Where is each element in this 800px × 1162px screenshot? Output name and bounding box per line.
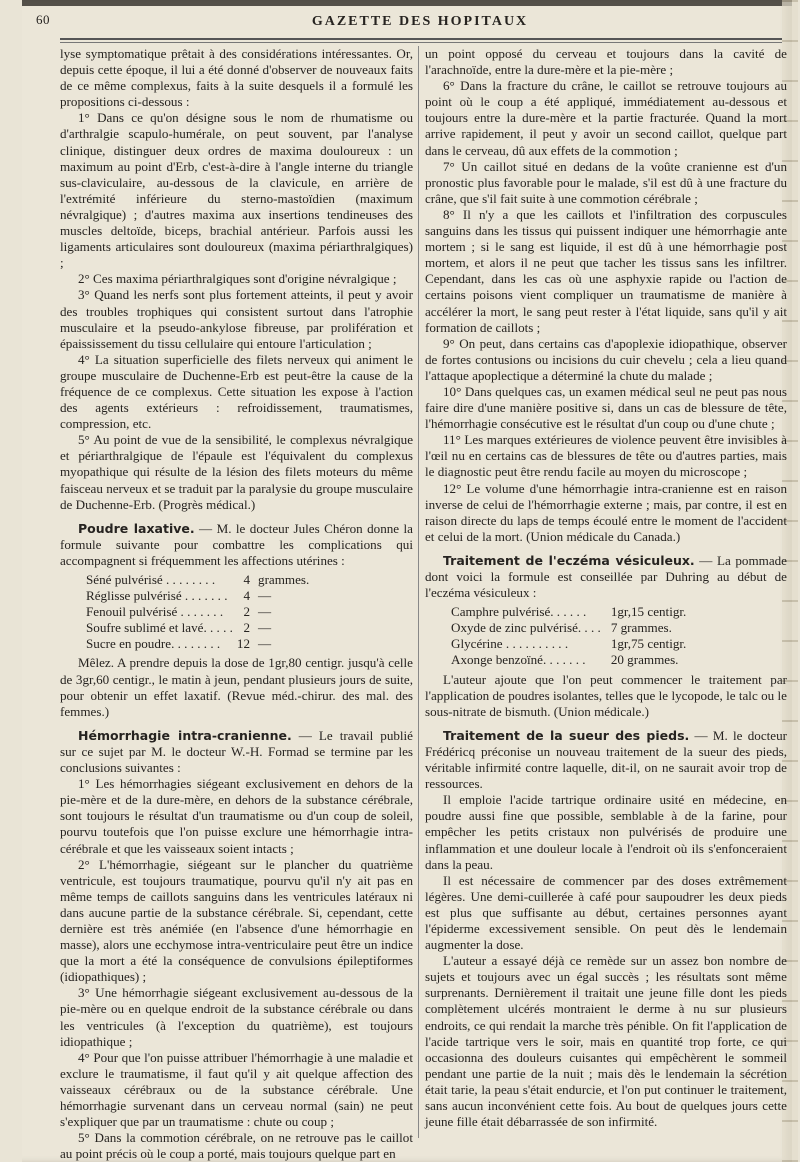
- paragraph: 10° Dans quelques cas, un examen médical seul ne peut pas nous faire dire d'une manière positive si, dans un cas de blessure de tête, l'hémorrhagie consécutive est le résultat d'un coup ou d'une chute ;: [425, 383, 787, 432]
- article-lead: — M. le docteur Jules Chéron donne la formule suivante pour combattre les complications qui accompagnent si fréquemment les affections utérines :: [60, 520, 413, 568]
- article-heading: Hémorrhagie intra-cranienne.: [78, 727, 292, 743]
- recipe-row: [86, 620, 313, 636]
- recipe-row: [451, 620, 690, 636]
- paragraph: 3° Une hémorrhagie siégeant exclusivement au-dessous de la pie-mère ou en quelque endroit de la substance cérébrale ou dans les ventricules (à l'exception du quatrième), est toujours idiopathique ;: [60, 985, 413, 1049]
- paragraph: 4° Pour que l'on puisse attribuer l'hémorrhagie à une maladie et exclure le traumatisme, il faut qu'il y ait quelque affection des vaisseaux cérébraux ou de la substance cérébrale. Une hémorrhagie survenant dans un cerveau normal (sain) ne peut s'expliquer que par un traumatisme : chute ou coup ;: [60, 1049, 413, 1130]
- paragraph: 4° La situation superficielle des filets nerveux qui animent le groupe musculaire de Duchenne-Erb est peut-être la cause de la fréquence de ce complexus. Cette situation les expose à l'action des agents extérieurs : refroidissement, traumatismes, compression, etc.: [60, 351, 413, 432]
- article-heading: Traitement de l'eczéma vésiculeux.: [443, 552, 695, 568]
- quantity: 4: [243, 572, 251, 587]
- paragraph: 7° Un caillot situé en dedans de la voûte cranienne est d'un pronostic plus favorable pour le malade, s'il est dû à une fracture du crâne, que s'il fait suite à une commotion cérébrale ;: [425, 158, 787, 206]
- article-hemorrhagie: [60, 728, 413, 776]
- paragraph: lyse symptomatique prêtait à des considérations intéressantes. Or, depuis cette époque, il lui a été donné d'observer de nouveaux faits de ce même complexus, faits à la suite desquels il a formulé les propositions ci-dessous :: [60, 46, 413, 110]
- paragraph: 2° Ces maxima périarthralgiques sont d'origine névralgique ;: [78, 271, 397, 287]
- article-heading: Traitement de la sueur des pieds.: [443, 727, 690, 743]
- header-rule: [60, 38, 782, 40]
- quantity: 2: [243, 604, 251, 620]
- journal-title: GAZETTE DES HOPITAUX: [311, 14, 529, 29]
- ingredient: Fenouil pulvérisé . . . . . . .: [86, 604, 224, 620]
- paragraph: 1° Dans ce qu'on désigne sous le nom de rhumatisme ou d'arthralgie scapulo-humérale, on peut souvent, par l'analyse clinique, distinguer deux ordres de maxima douloureux : un maximum au point d'Erb, c'est-à-dire à l'angle interne du triangle sus-claviculaire, au-dessous de la clavicule, en arrière de l'extrémité inférieure du sterno-mastoïdien (maximum névralgique) ; d'autres maxima aux insertions tendineuses des muscles deltoïde, biceps, brachial antérieur. Parfois aussi les ligaments articulaires sont douloureux (maxima périarthralgiques) ;: [60, 110, 413, 271]
- paragraph: un point opposé du cerveau et toujours dans la cavité de l'arachnoïde, entre la dure-mère et la pie-mère ;: [425, 46, 787, 78]
- recipe-table: [86, 572, 313, 652]
- quantity: 1gr,75 centigr.: [610, 636, 687, 652]
- article-sueur-pieds: [425, 728, 787, 792]
- header-rule-thin: [60, 42, 782, 43]
- article-lead: — La pommade dont voici la formule est conseillée par Duhring au début de l'eczéma vésiculeux :: [425, 552, 787, 601]
- recipe-row: [86, 572, 313, 588]
- recipe-row: [86, 604, 313, 620]
- ingredient: Axonge benzoïné. . . . . . .: [451, 652, 586, 668]
- paragraph: 8° Il n'y a que les caillots et l'infiltration des corpuscules sanguins dans les tissus qui puissent indiquer une hémorrhagie ante mortem ; si le sang est liquide, il est dû à une hémorrhagie post mortem, et alors il ne peut que tacher les tissus sans les infiltrer. Cependant, dans les cas où une asphyxie rapide ou l'action de certains poisons vient compliquer un traumatisme de manière à accélérer la mort, le sang peut rester à l'état liquide, sans qu'il y ait formation de caillots ;: [425, 206, 787, 335]
- ingredient: Glycérine . . . . . . . . . .: [451, 636, 569, 652]
- paragraph: 5° Au point de vue de la sensibilité, le complexus névralgique et périarthralgique de l'épaule est l'équivalent du complexus myopathique qui résulte de la lésion des filets moteurs du même faisceau nerveux et se traduit par la paralysie du groupe musculaire de Duchenne-Erb. (Progrès médical.): [60, 432, 413, 512]
- paragraph: Il emploie l'acide tartrique ordinaire usité en médecine, en poudre aussi fine que possible, semblable à de la farine, pour empêcher les petits cristaux non pulvérisés de produire une inflammation et une douleur locale à l'endroit où ils s'enfonceraient dans la peau.: [425, 792, 787, 872]
- unit: grammes.: [258, 572, 310, 587]
- quantity: 20 grammes.: [610, 652, 679, 668]
- top-edge: [22, 0, 792, 6]
- paragraph: L'auteur ajoute que l'on peut commencer le traitement par l'application de poudres isolantes, telles que le lycopode, le talc ou le sous-nitrate de bismuth. (Union médicale.): [425, 671, 787, 719]
- ingredient: Séné pulvérisé . . . . . . . .: [86, 572, 216, 587]
- ingredient: Oxyde de zinc pulvérisé. . . .: [451, 620, 601, 636]
- ingredient: Sucre en poudre. . . . . . . .: [86, 636, 221, 652]
- column-divider: [418, 46, 419, 1138]
- paragraph: 3° Quand les nerfs sont plus fortement atteints, il peut y avoir des troubles trophiques qui consistent surtout dans l'atrophie musculaire et la pseudo-ankylose fibreuse, par prolifération et épaississement du tissu cellulaire qui entoure l'articulation ;: [60, 287, 413, 351]
- article-lead: — M. le docteur Frédéricq préconise un nouveau traitement de la sueur des pieds, véritable infirmité contre laquelle, dit-il, on ne saurait avoir trop de ressources.: [425, 727, 787, 792]
- paragraph: L'auteur a essayé déjà ce remède sur un assez bon nombre de sujets et toujours avec un égal succès ; les résultats sont même surprenants. Dernièrement il traitait une jeune fille dont les pieds complètement ulcérés montraient le derme à nu sur plusieurs endroits, ce qui rendait la marche très pénible. On fit l'application de l'acide tartrique vers le soir, mais en quantité trop forte, ce qui occasionna des douleurs cuisantes qui empêchèrent le sommeil pendant une partie de la nuit ; mais dès le lendemain la sécrétion était tarie, la peau s'était endurcie, et l'on put continuer le traitement, sans aucun inconvénient cette fois. Au bout de quelques jours cette jeune fille était débarrassée de son infirmité.: [425, 953, 787, 1130]
- unit: —: [258, 604, 272, 620]
- paragraph: 1° Les hémorrhagies siégeant exclusivement en dehors de la pie-mère et de la dure-mère, en dehors de la substance cérébrale, sont toujours le résultat d'un traumatisme ou d'un coup de soleil, pourvu toutefois que l'on puisse exclure une hémorrhagie intra-cérébrale et que les vaisseaux soient intacts ;: [60, 776, 413, 856]
- article-eczema: [425, 553, 787, 601]
- unit: —: [258, 636, 272, 652]
- recipe-table: [451, 604, 690, 668]
- unit: —: [258, 588, 272, 604]
- paragraph: 9° On peut, dans certains cas d'apoplexie idiopathique, observer de fortes contusions ou incisions du cuir chevelu ; cela a lieu quand l'attaque apoplectique a déterminé la chute du malade ;: [425, 335, 787, 383]
- article-heading: Poudre laxative.: [78, 520, 195, 536]
- quantity: 7 grammes.: [610, 620, 672, 636]
- quantity: 1gr,15 centigr.: [610, 604, 687, 620]
- paragraph: 12° Le volume d'une hémorrhagie intra-cranienne est en raison inverse de celui de l'hémorrhagie externe ; mais, par contre, il est en raison directe du laps de temps écoulé entre le moment de l'accident et celui de la mort. (Union médicale du Canada.): [425, 480, 787, 544]
- paragraph: 2° L'hémorrhagie, siégeant sur le plancher du quatrième ventricule, est toujours traumatique, pourvu qu'il n'y ait pas en même temps de caillots sanguins dans les ventricules latéraux ni dans aucune partie de la substance cérébrale. Si, cependant, cette dernière est très anémiée (en l'absence d'une hémorrhagie en masse), alors une ecchymose intra-ventriculaire peut être un indice que la mort a été la conséquence de convulsions épileptiformes (idiopathiques) ;: [60, 856, 413, 985]
- paragraph: Mêlez. A prendre depuis la dose de 1gr,80 centigr. jusqu'à celle de 3gr,60 centigr., le matin à jeun, pendant plusieurs jours de suite, pour obtenir un effet laxatif. (Revue méd.-chirur. des mal. des femmes.): [60, 655, 413, 719]
- paragraph: Il est nécessaire de commencer par des doses extrêmement légères. Une demi-cuillerée à café pour saupoudrer les deux pieds est plus que suffisante au début, certaines personnes ayant l'épiderme excessivement sensible. On peut dès le lendemain augmenter la dose.: [425, 872, 787, 953]
- left-column: [60, 46, 413, 1162]
- recipe-row: [451, 604, 690, 620]
- recipe-row: [86, 588, 313, 604]
- quantity: 4: [243, 588, 251, 604]
- recipe-row: [86, 636, 313, 652]
- ingredient: Camphre pulvérisé. . . . . .: [451, 604, 587, 620]
- right-column: [425, 46, 787, 1130]
- ingredient: Soufre sublimé et lavé. . . . .: [86, 620, 233, 636]
- paragraph: 5° Dans la commotion cérébrale, on ne retrouve pas le caillot au point précis où le coup a porté, mais toujours quelque part en: [60, 1130, 413, 1162]
- recipe-row: [451, 652, 690, 668]
- paragraph: 6° Dans la fracture du crâne, le caillot se retrouve toujours au point où le coup a été appliqué, immédiatement au-dessous et toujours entre la dure-mère et la partie fracturée. Quand la mort arrive rapidement, il peut y avoir un second caillot, quelque part dans le cerveau, dû aux effets de la commotion ;: [425, 78, 787, 158]
- quantity: 12: [236, 636, 251, 652]
- unit: —: [258, 620, 272, 636]
- recipe-row: [451, 636, 690, 652]
- ingredient: Réglisse pulvérisé . . . . . . .: [86, 588, 228, 604]
- article-lead: — Le travail publié sur ce sujet par M. le docteur W.-H. Formad se termine par les conclusions suivantes :: [60, 727, 413, 776]
- paragraph: 11° Les marques extérieures de violence peuvent être invisibles à l'œil nu en certains cas de blessures de tête ou d'autres parties, mais le diagnostic peut être rendu facile au moyen du microscope ;: [425, 432, 787, 480]
- quantity: 2: [243, 620, 251, 636]
- page-number: 60: [36, 12, 50, 27]
- article-poudre-laxative: [60, 521, 413, 569]
